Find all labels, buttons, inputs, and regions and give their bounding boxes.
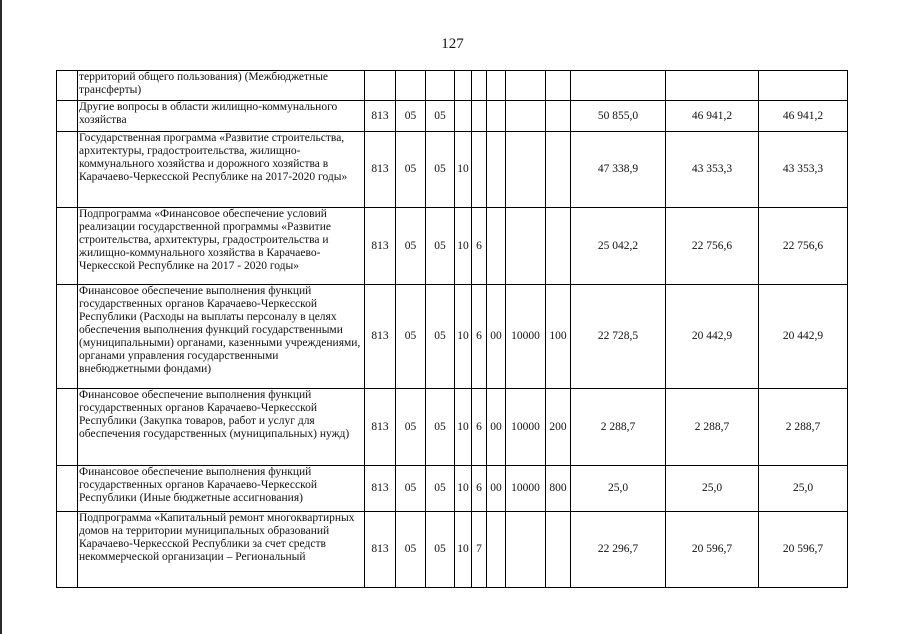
- ved-code-cell: 813: [365, 285, 396, 389]
- table-row: [57, 512, 848, 588]
- row-name-cell: Подпрограмма «Капитальный ремонт многоквартирных домов на территории муниципальных образований Карачаево-Черкесской Республики за счет средств некоммерческой организации – Региональный: [78, 512, 365, 588]
- row-gutter-cell: [57, 466, 78, 512]
- expense-type-code-cell: [546, 71, 571, 101]
- subsection-code-cell: 05: [426, 512, 455, 588]
- row-name-cell: Подпрограмма «Финансовое обеспечение условий реализации государственной программы «Развитие строительства, архитектуры, градостроительства и жилищно-коммунального хозяйства в Карачаево-Черкесской Республике на 2017 - 2020 годы»: [78, 208, 365, 285]
- sum-year-1-cell: 22 728,5: [571, 285, 666, 389]
- sum-year-1-cell: [571, 71, 666, 101]
- subsection-code-cell: 05: [426, 466, 455, 512]
- subprogram-code-cell: 6: [472, 208, 487, 285]
- section-code-cell: 05: [396, 512, 426, 588]
- subprogram-code-cell: 6: [472, 466, 487, 512]
- sum-year-2-cell: [666, 71, 759, 101]
- sum-year-1-cell: 25 042,2: [571, 208, 666, 285]
- sum-year-1-cell: 22 296,7: [571, 512, 666, 588]
- subsection-code-cell: 05: [426, 101, 455, 132]
- direction-code-cell: [506, 101, 546, 132]
- section-code-cell: [396, 71, 426, 101]
- sum-year-1-cell: 47 338,9: [571, 132, 666, 208]
- row-name-cell: Финансовое обеспечение выполнения функций государственных органов Карачаево-Черкесской Республики (Иные бюджетные ассигнования): [78, 466, 365, 512]
- sum-year-2-cell: 46 941,2: [666, 101, 759, 132]
- subsection-code-cell: 05: [426, 208, 455, 285]
- row-gutter-cell: [57, 389, 78, 466]
- direction-code-cell: [506, 512, 546, 588]
- row-name-cell: Финансовое обеспечение выполнения функций государственных органов Карачаево-Черкесской Республики (Закупка товаров, работ и услуг для обеспечения государственных (муниципальных) нужд): [78, 389, 365, 466]
- sum-year-3-cell: 20 442,9: [759, 285, 848, 389]
- sum-year-1-cell: 2 288,7: [571, 389, 666, 466]
- program-code-cell: 10: [455, 466, 472, 512]
- table-row: [57, 466, 848, 512]
- subprogram-code-cell: 7: [472, 512, 487, 588]
- table-row: [57, 285, 848, 389]
- ved-code-cell: 813: [365, 389, 396, 466]
- expense-type-code-cell: 200: [546, 389, 571, 466]
- direction-code-cell: [506, 208, 546, 285]
- measure-code-cell: [487, 512, 506, 588]
- row-name-cell: Государственная программа «Развитие строительства, архитектуры, градостроительства, жилищно-коммунального хозяйства и дорожного хозяйства в Карачаево-Черкесской Республике на 2017-2020 годы»: [78, 132, 365, 208]
- sum-year-3-cell: [759, 71, 848, 101]
- budget-table: [56, 70, 848, 588]
- sum-year-2-cell: 43 353,3: [666, 132, 759, 208]
- row-gutter-cell: [57, 71, 78, 101]
- sum-year-2-cell: 20 442,9: [666, 285, 759, 389]
- program-code-cell: 10: [455, 285, 472, 389]
- sum-year-2-cell: 20 596,7: [666, 512, 759, 588]
- subprogram-code-cell: [472, 71, 487, 101]
- row-gutter-cell: [57, 208, 78, 285]
- direction-code-cell: [506, 71, 546, 101]
- expense-type-code-cell: [546, 101, 571, 132]
- sum-year-3-cell: 25,0: [759, 466, 848, 512]
- measure-code-cell: 00: [487, 285, 506, 389]
- ved-code-cell: 813: [365, 208, 396, 285]
- expense-type-code-cell: [546, 132, 571, 208]
- subsection-code-cell: 05: [426, 132, 455, 208]
- measure-code-cell: [487, 132, 506, 208]
- subsection-code-cell: 05: [426, 285, 455, 389]
- measure-code-cell: 00: [487, 389, 506, 466]
- subprogram-code-cell: [472, 101, 487, 132]
- row-name-cell: Финансовое обеспечение выполнения функций государственных органов Карачаево-Черкесской Республики (Расходы на выплаты персоналу в целях обеспечения выполнения функций государственными (муниципальными) органами, казенными учреждениями, органами управления государственными внебюджетными фондами): [78, 285, 365, 389]
- sum-year-1-cell: 25,0: [571, 466, 666, 512]
- program-code-cell: [455, 71, 472, 101]
- expense-type-code-cell: 100: [546, 285, 571, 389]
- table-row: [57, 101, 848, 132]
- expense-type-code-cell: 800: [546, 466, 571, 512]
- expense-type-code-cell: [546, 208, 571, 285]
- row-name-cell: территорий общего пользования) (Межбюджетные трансферты): [78, 71, 365, 101]
- sum-year-3-cell: 20 596,7: [759, 512, 848, 588]
- table-row: [57, 71, 848, 101]
- section-code-cell: 05: [396, 389, 426, 466]
- direction-code-cell: 10000: [506, 389, 546, 466]
- measure-code-cell: [487, 208, 506, 285]
- sum-year-1-cell: 50 855,0: [571, 101, 666, 132]
- measure-code-cell: [487, 101, 506, 132]
- measure-code-cell: 00: [487, 466, 506, 512]
- sum-year-2-cell: 22 756,6: [666, 208, 759, 285]
- sum-year-2-cell: 25,0: [666, 466, 759, 512]
- ved-code-cell: 813: [365, 512, 396, 588]
- program-code-cell: 10: [455, 512, 472, 588]
- ved-code-cell: 813: [365, 101, 396, 132]
- table-row: [57, 132, 848, 208]
- program-code-cell: 10: [455, 389, 472, 466]
- direction-code-cell: 10000: [506, 466, 546, 512]
- subprogram-code-cell: 6: [472, 389, 487, 466]
- subsection-code-cell: [426, 71, 455, 101]
- row-gutter-cell: [57, 285, 78, 389]
- ved-code-cell: 813: [365, 132, 396, 208]
- sum-year-3-cell: 2 288,7: [759, 389, 848, 466]
- subprogram-code-cell: 6: [472, 285, 487, 389]
- program-code-cell: 10: [455, 132, 472, 208]
- row-name-cell: Другие вопросы в области жилищно-коммунального хозяйства: [78, 101, 365, 132]
- program-code-cell: [455, 101, 472, 132]
- section-code-cell: 05: [396, 466, 426, 512]
- sum-year-3-cell: 46 941,2: [759, 101, 848, 132]
- row-gutter-cell: [57, 132, 78, 208]
- sum-year-3-cell: 43 353,3: [759, 132, 848, 208]
- subprogram-code-cell: [472, 132, 487, 208]
- row-gutter-cell: [57, 101, 78, 132]
- expense-type-code-cell: [546, 512, 571, 588]
- program-code-cell: 10: [455, 208, 472, 285]
- sum-year-3-cell: 22 756,6: [759, 208, 848, 285]
- direction-code-cell: 10000: [506, 285, 546, 389]
- section-code-cell: 05: [396, 208, 426, 285]
- sum-year-2-cell: 2 288,7: [666, 389, 759, 466]
- ved-code-cell: [365, 71, 396, 101]
- scan-edge: [0, 0, 2, 634]
- measure-code-cell: [487, 71, 506, 101]
- subsection-code-cell: 05: [426, 389, 455, 466]
- table-row: [57, 389, 848, 466]
- row-gutter-cell: [57, 512, 78, 588]
- table-row: [57, 208, 848, 285]
- section-code-cell: 05: [396, 285, 426, 389]
- direction-code-cell: [506, 132, 546, 208]
- section-code-cell: 05: [396, 101, 426, 132]
- section-code-cell: 05: [396, 132, 426, 208]
- page-number: 127: [441, 36, 464, 52]
- ved-code-cell: 813: [365, 466, 396, 512]
